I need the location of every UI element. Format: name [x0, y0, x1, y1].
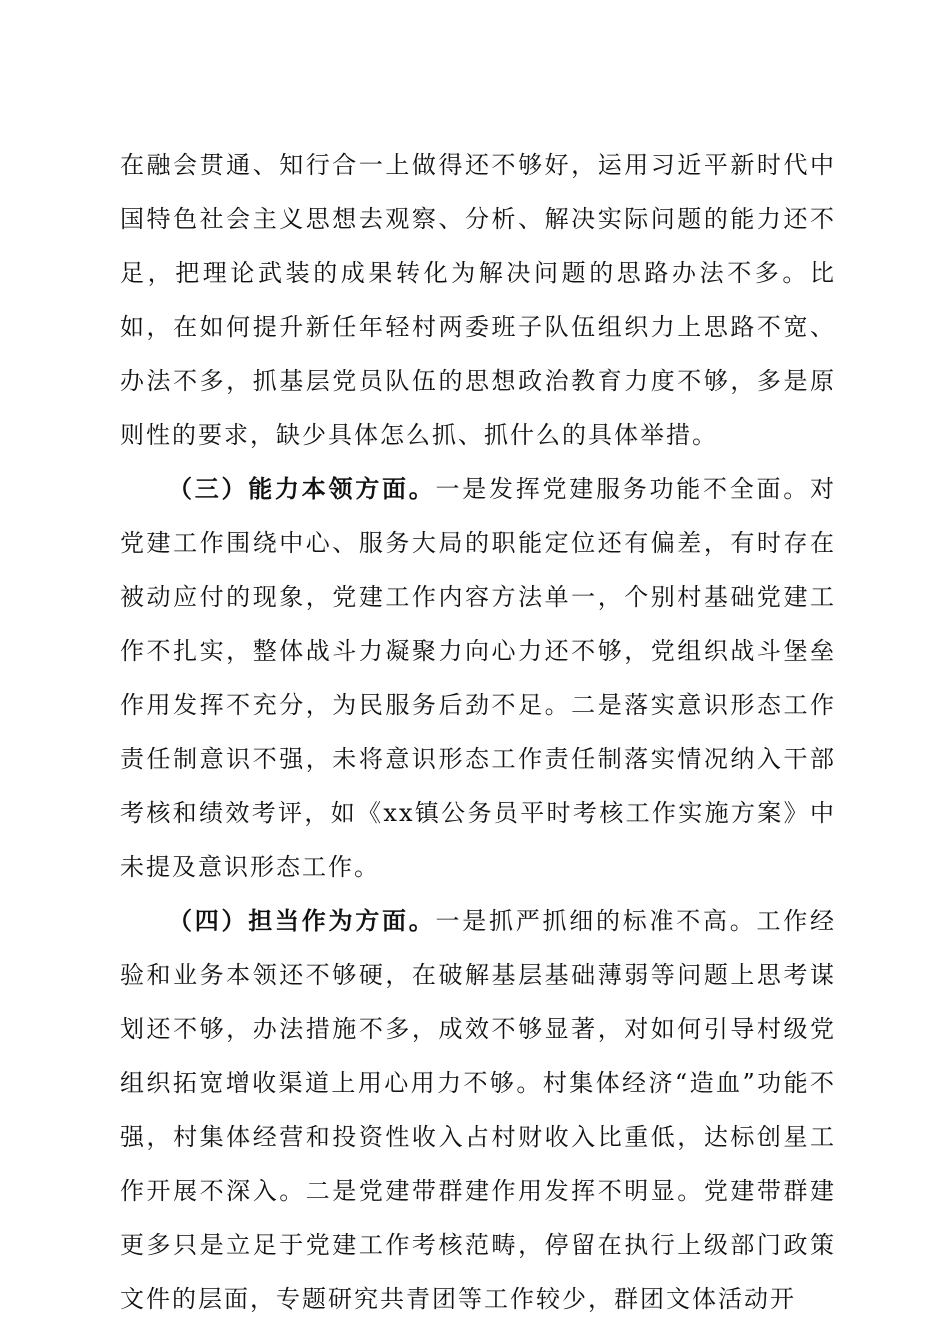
section-heading-4: （四）担当作为方面。: [168, 906, 436, 935]
paragraph-text: 一是发挥党建服务功能不全面。对党建工作围绕中心、服务大局的职能定位还有偏差，有时存在被动应付的现象，党建工作内容方法单一，个别村基础党建工作不扎实，整体战斗力凝聚力向心力还不够，党组织战斗堡垒作用发挥不充分，为民服务后劲不足。二是落实意识形态工作责任制意识不强，未将意识形态工作责任制落实情况纳入干部考核和绩效考评，如《xx镇公务员平时考核工作实施方案》中未提及意识形态工作。: [120, 475, 836, 881]
section-heading-3: （三）能力本领方面。: [168, 474, 436, 503]
paragraph-section-3: [120, 462, 836, 894]
paragraph-text: 一是抓严抓细的标准不高。工作经验和业务本领还不够硬，在破解基层基础薄弱等问题上思考谋划还不够，办法措施不多，成效不够显著，对如何引导村级党组织拓宽增收渠道上用心用力不够。村集体经济“造血”功能不强，村集体经营和投资性收入占村财收入比重低，达标创星工作开展不深入。二是党建带群建作用发挥不明显。党建带群建更多只是立足于党建工作考核范畴，停留在执行上级部门政策文件的层面，专题研究共青团等工作较少，群团文体活动开: [120, 907, 836, 1313]
paragraph-section-4: [120, 894, 836, 1326]
paragraph-continuation: [120, 138, 836, 462]
paragraph-text: 在融会贯通、知行合一上做得还不够好，运用习近平新时代中国特色社会主义思想去观察、分析、解决实际问题的能力还不足，把理论武装的成果转化为解决问题的思路办法不多。比如，在如何提升新任年轻村两委班子队伍组织力上思路不宽、办法不多，抓基层党员队伍的思想政治教育力度不够，多是原则性的要求，缺少具体怎么抓、抓什么的具体举措。: [120, 151, 836, 449]
document-body: [120, 138, 836, 1326]
